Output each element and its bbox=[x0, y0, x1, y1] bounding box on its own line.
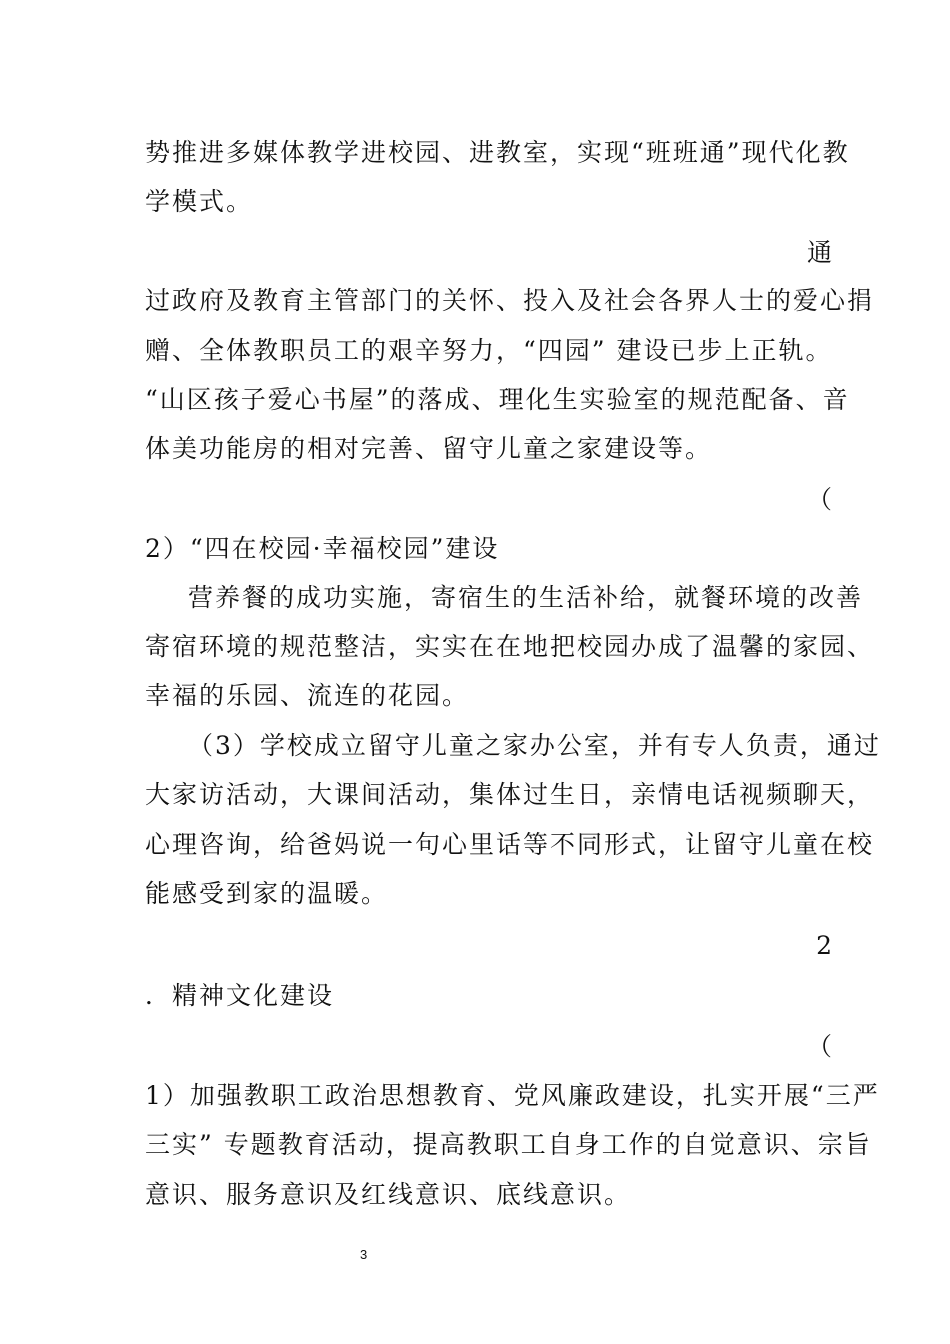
paragraph-line: 意识、服务意识及红线意识、底线意识。 bbox=[145, 1180, 632, 1209]
paragraph-line: 大家访活动，大课间活动，集体过生日，亲情电话视频聊天， bbox=[145, 780, 875, 809]
paragraph-line: 体美功能房的相对完善、留守儿童之家建设等。 bbox=[145, 434, 713, 463]
paragraph-line: 能感受到家的温暖。 bbox=[145, 879, 389, 908]
paragraph-line: “山区孩子爱心书屋”的落成、理化生实验室的规范配备、音 bbox=[145, 385, 850, 414]
paragraph-line: 势推进多媒体教学进校园、进教室，实现“班班通”现代化教 bbox=[145, 138, 850, 167]
paragraph-line: 赠、全体教职员工的艰辛努力，“四园” 建设已步上正轨。 bbox=[145, 336, 833, 365]
section-heading: 2）“四在校园·幸福校园”建设 bbox=[145, 534, 500, 563]
paragraph-line: 通 bbox=[806, 238, 832, 267]
paragraph-line: 寄宿环境的规范整洁，实实在在地把校园办成了温馨的家园、 bbox=[145, 632, 875, 661]
paragraph-line: 2 bbox=[816, 931, 832, 960]
paragraph-line: 幸福的乐园、流连的花园。 bbox=[145, 681, 470, 710]
paragraph-line: （3）学校成立留守儿童之家办公室，并有专人负责，通过 bbox=[188, 731, 881, 760]
paragraph-line: （ bbox=[806, 1032, 832, 1061]
paragraph-line: 1）加强教职工政治思想教育、党风廉政建设，扎实开展“三严 bbox=[145, 1081, 880, 1110]
paragraph-line: （ bbox=[806, 485, 832, 514]
paragraph-line: 学模式。 bbox=[145, 187, 254, 216]
paragraph-line: 过政府及教育主管部门的关怀、投入及社会各界人士的爱心捐 bbox=[145, 286, 875, 315]
section-heading: ．精神文化建设 bbox=[145, 981, 335, 1010]
paragraph-line: 三实” 专题教育活动，提高教职工自身工作的自觉意识、宗旨 bbox=[145, 1130, 872, 1159]
page-number: 3 bbox=[360, 1247, 368, 1262]
paragraph-line: 营养餐的成功实施，寄宿生的生活补给，就餐环境的改善 bbox=[188, 583, 864, 612]
paragraph-line: 心理咨询，给爸妈说一句心里话等不同形式，让留守儿童在校 bbox=[145, 830, 875, 859]
